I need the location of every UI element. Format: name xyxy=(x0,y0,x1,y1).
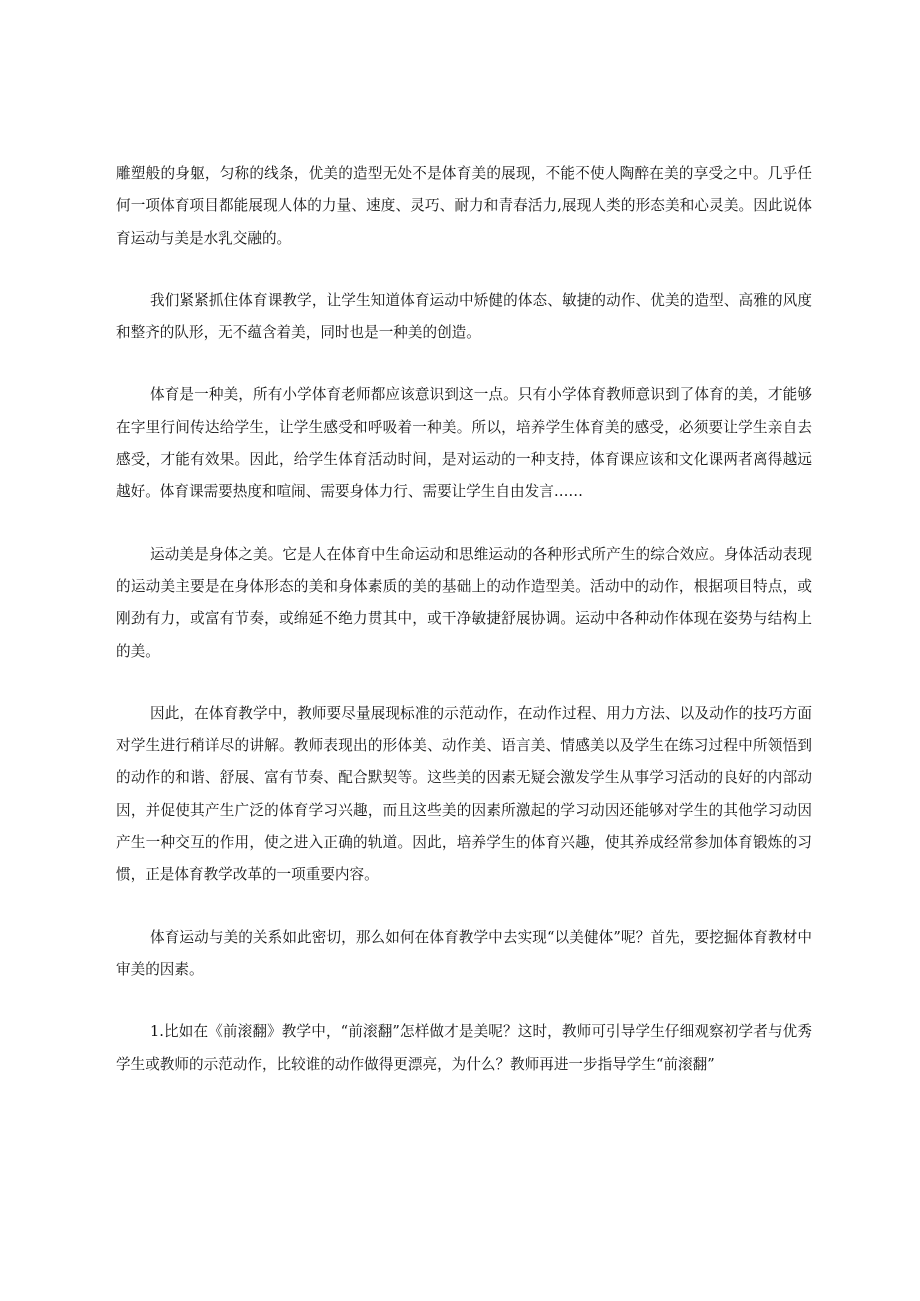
paragraph-2: 我们紧紧抓住体育课教学，让学生知道体育运动中矫健的体态、敏捷的动作、优美的造型、高雅的风度和整齐的队形，无不蕴含着美，同时也是一种美的创造。 xyxy=(116,291,812,342)
paragraph-1: 雕塑般的身躯，匀称的线条，优美的造型无处不是体育美的展现，不能不使人陶醉在美的享受之中。几乎任何一项体育项目都能展现人体的力量、速度、灵巧、耐力和青春活力,展现人类的形态美和心灵美。因此说体育运动与美是水乳交融的。 xyxy=(116,165,812,247)
paragraph-7: 1.比如在《前滚翻》教学中，“前滚翻”怎样做才是美呢？这时，教师可引导学生仔细观察初学者与优秀学生或教师的示范动作，比较谁的动作做得更漂亮，为什么？教师再进一步指导学生“前滚翻” xyxy=(116,1023,812,1073)
paragraph-3: 体育是一种美，所有小学体育老师都应该意识到这一点。只有小学体育教师意识到了体育的美，才能够在字里行间传达给学生，让学生感受和呼吸着一种美。所以，培养学生体育美的感受，必须要让学生亲自去感受，才能有效果。因此，给学生体育活动时间，是对运动的一种支持，体育课应该和文化课两者离得越远越好。体育课需要热度和喧闹、需要身体力行、需要让学生自由发言…… xyxy=(116,386,812,501)
document-body xyxy=(116,158,812,1111)
paragraph-5: 因此，在体育教学中，教师要尽量展现标准的示范动作，在动作过程、用力方法、以及动作的技巧方面对学生进行稍详尽的讲解。教师表现出的形体美、动作美、语言美、情感美以及学生在练习过程中所领悟到的动作的和谐、舒展、富有节奏、配合默契等。这些美的因素无疑会激发学生从事学习活动的良好的内部动因，并促使其产生广泛的体育学习兴趣，而且这些美的因素所激起的学习动因还能够对学生的其他学习动因产生一种交互的作用，使之进入正确的轨道。因此，培养学生的体育兴趣，使其养成经常参加体育锻炼的习惯，正是体育教学改革的一项重要内容。 xyxy=(116,704,812,884)
paragraph-4: 运动美是身体之美。它是人在体育中生命运动和思维运动的各种形式所产生的综合效应。身体活动表现的运动美主要是在身体形态的美和身体素质的美的基础上的动作造型美。活动中的动作，根据项目特点，或刚劲有力，或富有节奏，或绵延不绝力贯其中，或干净敏捷舒展协调。运动中各种动作体现在姿势与结构上的美。 xyxy=(116,545,812,660)
paragraph-6: 体育运动与美的关系如此密切，那么如何在体育教学中去实现“以美健体”呢？首先，要挖掘体育教材中审美的因素。 xyxy=(116,928,812,978)
